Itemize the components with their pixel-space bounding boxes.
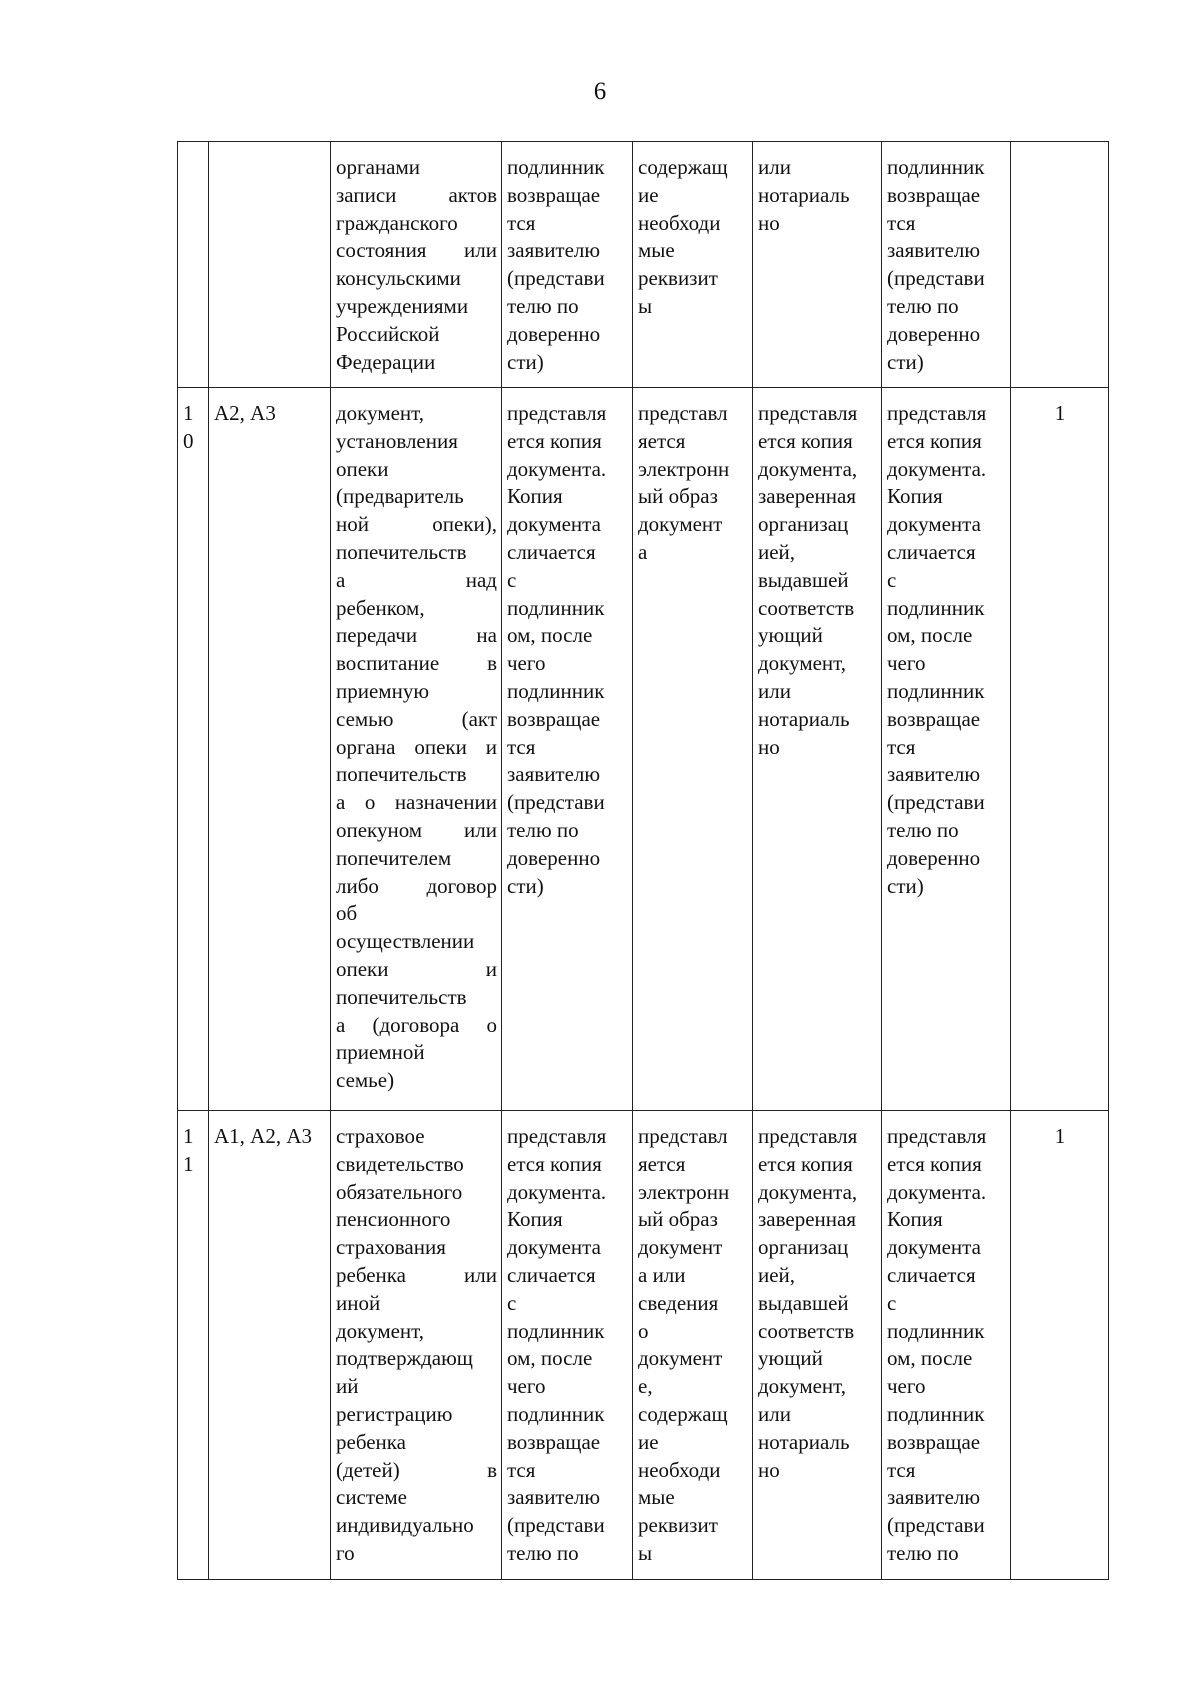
cell-text-line: сти): [507, 873, 544, 898]
cell-text-line: семье): [336, 1068, 395, 1093]
cell-text-line: Федерации: [336, 349, 436, 374]
cell-text-line: с: [507, 567, 517, 592]
cell-text-line: заверенная: [758, 484, 857, 509]
cell-text-line: страхования: [336, 1235, 446, 1260]
cell-text-line: подлинник: [507, 155, 605, 179]
cell-text-line: но: [758, 734, 780, 759]
cell-text-line: Копия: [507, 1207, 563, 1232]
cell-text-line: страховое: [336, 1124, 425, 1148]
cell-text-line: регистрацию: [336, 1401, 453, 1426]
table-row: [178, 142, 1109, 388]
row-number-cell: [178, 142, 209, 388]
cell-text-line: но: [758, 210, 780, 235]
cell-text-line: ие: [638, 1429, 659, 1454]
cell-text-line: ы: [638, 293, 653, 318]
cell-text-line: документа.: [887, 1179, 987, 1204]
cell-text-line: доверенно: [887, 845, 981, 870]
submission-by-mail-cell: [753, 142, 882, 388]
cell-text-line: заявителю: [887, 238, 981, 263]
cell-text-line: яется: [638, 428, 686, 453]
cell-text-line: мые: [638, 238, 675, 263]
cell-text-line: мые: [638, 1485, 675, 1510]
cell-text-line: передачи на: [336, 623, 497, 648]
cell-text-line: подлинник: [887, 1318, 985, 1343]
cell-text-line: об: [336, 901, 358, 926]
cell-text-line: документа: [887, 1235, 981, 1260]
cell-text-line: сличается: [507, 539, 596, 564]
cell-text-line: содержащ: [638, 155, 728, 179]
cell-text: 1: [1054, 1124, 1066, 1148]
cell-text-line: тся: [887, 734, 916, 759]
cell-text-line: ией,: [758, 539, 796, 564]
cell-text-line: возвращае: [507, 182, 601, 207]
submission-in-person-cell: [502, 142, 633, 388]
cell-text-line: подтверждающ: [336, 1346, 473, 1371]
page-number: 6: [593, 78, 607, 105]
submission-mfc-cell: [882, 142, 1011, 388]
cell-text-line: заявителю: [887, 762, 981, 787]
cell-text-line: необходи: [638, 1457, 721, 1482]
cell-text-line: подлинник: [887, 155, 985, 179]
cell-text-line: подлинник: [507, 1401, 605, 1426]
applicant-codes-cell: [209, 142, 331, 388]
cell-text-line: документа: [887, 512, 981, 537]
cell-text-line: (представи: [887, 790, 985, 815]
cell-text-line: документа: [507, 512, 601, 537]
copies-count-cell: [1011, 388, 1109, 1111]
cell-text-line: попечительств: [336, 539, 467, 564]
copies-count-cell: [1011, 1111, 1109, 1580]
cell-text-line: семью (акт: [336, 706, 497, 731]
submission-by-mail-cell: [753, 1111, 882, 1580]
cell-text-line: а или: [638, 1262, 686, 1287]
cell-text-line: индивидуально: [336, 1513, 474, 1538]
cell-text-line: возвращае: [507, 706, 601, 731]
cell-text-line: попечительств: [336, 762, 467, 787]
cell-text: А1, А2, А3: [214, 1124, 312, 1148]
cell-text-line: представля: [507, 401, 607, 425]
cell-text-line: документ: [638, 1346, 723, 1371]
cell-text-line: ый образ: [638, 484, 718, 509]
cell-text-line: (представи: [887, 1513, 985, 1538]
cell-text-line: приемной: [336, 1040, 425, 1065]
cell-text-line: ы: [638, 1540, 653, 1565]
cell-text-line: ом, после: [887, 623, 973, 648]
cell-text-line: телю по: [507, 1540, 579, 1565]
cell-text-line: или: [758, 678, 791, 703]
document-name-cell: [331, 1111, 502, 1580]
cell-text-line: чего: [507, 1374, 546, 1399]
cell-text-line: ом, после: [507, 1346, 593, 1371]
cell-text-line: ребенка: [336, 1429, 406, 1454]
cell-text-line: выдавшей: [758, 1290, 849, 1315]
cell-text-line: электронн: [638, 456, 730, 481]
cell-text-line: телю по: [887, 1540, 959, 1565]
cell-text-line: ется копия: [507, 1151, 602, 1176]
submission-in-person-cell: [502, 1111, 633, 1580]
cell-text-line: документ,: [336, 401, 425, 425]
cell-text-line: документ,: [758, 651, 847, 676]
cell-text-line: выдавшей: [758, 567, 849, 592]
cell-text-line: реквизит: [638, 1513, 718, 1538]
cell-text-line: нотариаль: [758, 1429, 850, 1454]
cell-text-line: свидетельство: [336, 1151, 464, 1176]
cell-text-line: электронн: [638, 1179, 730, 1204]
cell-text-line: установления: [336, 428, 458, 453]
applicant-codes-cell: [209, 1111, 331, 1580]
cell-text-line: ый образ: [638, 1207, 718, 1232]
cell-text-line: нотариаль: [758, 706, 850, 731]
cell-text-line: 1: [183, 401, 194, 425]
submission-electronic-cell: [633, 388, 753, 1111]
cell-text-line: возвращае: [887, 706, 981, 731]
cell-text-line: соответств: [758, 1318, 855, 1343]
cell-text-line: документа.: [887, 456, 987, 481]
cell-text-line: го: [336, 1540, 355, 1565]
cell-text-line: организац: [758, 512, 849, 537]
cell-text-line: иной: [336, 1290, 381, 1315]
cell-text-line: представля: [758, 1124, 858, 1148]
cell-text-line: ие: [638, 182, 659, 207]
cell-text-line: подлинник: [507, 595, 605, 620]
cell-text-line: тся: [507, 210, 536, 235]
cell-text-line: доверенно: [507, 845, 601, 870]
cell-text-line: 1: [183, 1124, 194, 1148]
cell-text-line: представля: [887, 1124, 987, 1148]
cell-text-line: ом, после: [887, 1346, 973, 1371]
cell-text-line: с: [887, 567, 897, 592]
cell-text-line: опеки: [336, 456, 389, 481]
document-name-cell: [331, 142, 502, 388]
cell-text-line: доверенно: [887, 321, 981, 346]
cell-text-line: чего: [887, 651, 926, 676]
cell-text-line: нотариаль: [758, 182, 850, 207]
cell-text-line: чего: [887, 1374, 926, 1399]
table-row: [178, 1111, 1109, 1580]
cell-text-line: Российской: [336, 321, 440, 346]
cell-text-line: возвращае: [887, 182, 981, 207]
cell-text-line: возвращае: [887, 1429, 981, 1454]
cell-text-line: сти): [887, 873, 924, 898]
cell-text-line: сличается: [887, 539, 976, 564]
cell-text-line: чего: [507, 651, 546, 676]
cell-text-line: органами: [336, 155, 421, 179]
cell-text-line: (представи: [507, 790, 605, 815]
cell-text: 1: [1054, 401, 1066, 425]
cell-text-line: подлинник: [887, 595, 985, 620]
cell-text-line: 1: [183, 1151, 194, 1176]
cell-text-line: соответств: [758, 595, 855, 620]
cell-text-line: (представи: [887, 266, 985, 291]
cell-text-line: с: [507, 1290, 517, 1315]
cell-text-line: е,: [638, 1374, 653, 1399]
cell-text-line: приемную: [336, 678, 430, 703]
cell-text-line: а: [638, 539, 648, 564]
cell-text-line: документ,: [758, 1374, 847, 1399]
submission-in-person-cell: [502, 388, 633, 1111]
cell-text-line: или: [758, 155, 791, 179]
submission-electronic-cell: [633, 142, 753, 388]
cell-text-line: подлинник: [507, 1318, 605, 1343]
cell-text-line: но: [758, 1457, 780, 1482]
cell-text-line: тся: [887, 1457, 916, 1482]
cell-text-line: воспитание в: [336, 651, 497, 676]
cell-text-line: документ,: [336, 1318, 425, 1343]
cell-text: А2, А3: [214, 401, 276, 425]
cell-text-line: ий: [336, 1374, 359, 1399]
cell-text-line: заявителю: [507, 1485, 601, 1510]
cell-text-line: возвращае: [507, 1429, 601, 1454]
cell-text-line: документа: [507, 1235, 601, 1260]
cell-text-line: сти): [507, 349, 544, 374]
cell-text-line: гражданского: [336, 210, 458, 235]
cell-text-line: подлинник: [507, 678, 605, 703]
cell-text-line: заверенная: [758, 1207, 857, 1232]
cell-text-line: телю по: [887, 817, 959, 842]
submission-mfc-cell: [882, 388, 1011, 1111]
cell-text-line: опеки и: [336, 956, 497, 981]
cell-text-line: попечительств: [336, 984, 467, 1009]
cell-text-line: или: [758, 1401, 791, 1426]
cell-text-line: попечителем: [336, 845, 452, 870]
cell-text-line: записи актов: [336, 182, 497, 207]
cell-text-line: учреждениями: [336, 293, 469, 318]
cell-text-line: ется копия: [758, 1151, 853, 1176]
cell-text-line: сличается: [507, 1262, 596, 1287]
cell-text-line: Копия: [507, 484, 563, 509]
copies-count-cell: [1011, 142, 1109, 388]
cell-text-line: необходи: [638, 210, 721, 235]
cell-text-line: документа.: [507, 1179, 607, 1204]
cell-text-line: Копия: [887, 484, 943, 509]
cell-text-line: а (договора о: [336, 1012, 497, 1037]
cell-text-line: а о назначении: [336, 790, 497, 815]
cell-text-line: телю по: [507, 293, 579, 318]
cell-text-line: ется копия: [887, 428, 982, 453]
cell-text-line: тся: [507, 734, 536, 759]
cell-text-line: 0: [183, 428, 194, 453]
cell-text-line: ребенком,: [336, 595, 425, 620]
cell-text-line: ется копия: [507, 428, 602, 453]
cell-text-line: обязательного: [336, 1179, 463, 1204]
cell-text-line: телю по: [887, 293, 959, 318]
cell-text-line: консульскими: [336, 266, 461, 291]
cell-text-line: ется копия: [758, 428, 853, 453]
cell-text-line: системе: [336, 1485, 407, 1510]
cell-text-line: подлинник: [887, 1401, 985, 1426]
table-row: [178, 388, 1109, 1111]
cell-text-line: ребенка или: [336, 1262, 497, 1287]
row-number-cell: [178, 1111, 209, 1580]
cell-text-line: ующий: [758, 623, 823, 648]
cell-text-line: тся: [507, 1457, 536, 1482]
cell-text-line: представл: [638, 1124, 728, 1148]
cell-text-line: пенсионного: [336, 1207, 451, 1232]
cell-text-line: состояния или: [336, 238, 497, 263]
cell-text-line: подлинник: [887, 678, 985, 703]
documents-table: [177, 141, 1109, 1580]
cell-text-line: заявителю: [507, 762, 601, 787]
cell-text-line: документа,: [758, 1179, 858, 1204]
cell-text-line: документ: [638, 1235, 723, 1260]
cell-text-line: яется: [638, 1151, 686, 1176]
row-number-cell: [178, 388, 209, 1111]
cell-text-line: документ: [638, 512, 723, 537]
cell-text-line: сличается: [887, 1262, 976, 1287]
cell-text-line: либо договор: [336, 873, 497, 898]
cell-text-line: телю по: [507, 817, 579, 842]
cell-text-line: документа.: [507, 456, 607, 481]
submission-mfc-cell: [882, 1111, 1011, 1580]
cell-text-line: представля: [507, 1124, 607, 1148]
cell-text-line: доверенно: [507, 321, 601, 346]
applicant-codes-cell: [209, 388, 331, 1111]
cell-text-line: тся: [887, 210, 916, 235]
cell-text-line: органа опеки и: [336, 734, 497, 759]
cell-text-line: (предваритель: [336, 484, 464, 509]
cell-text-line: ом, после: [507, 623, 593, 648]
cell-text-line: (детей) в: [336, 1457, 497, 1482]
cell-text-line: заявителю: [507, 238, 601, 263]
submission-by-mail-cell: [753, 388, 882, 1111]
cell-text-line: о: [638, 1318, 649, 1343]
cell-text-line: осуществлении: [336, 929, 475, 954]
cell-text-line: ией,: [758, 1262, 796, 1287]
cell-text-line: заявителю: [887, 1485, 981, 1510]
cell-text-line: с: [887, 1290, 897, 1315]
cell-text-line: Копия: [887, 1207, 943, 1232]
cell-text-line: содержащ: [638, 1401, 728, 1426]
cell-text-line: организац: [758, 1235, 849, 1260]
submission-electronic-cell: [633, 1111, 753, 1580]
cell-text-line: а над: [336, 567, 497, 592]
cell-text-line: (представи: [507, 266, 605, 291]
cell-text-line: ующий: [758, 1346, 823, 1371]
cell-text-line: ется копия: [887, 1151, 982, 1176]
cell-text-line: представл: [638, 401, 728, 425]
cell-text-line: ной опеки),: [336, 512, 497, 537]
cell-text-line: представля: [758, 401, 858, 425]
cell-text-line: сведения: [638, 1290, 719, 1315]
cell-text-line: сти): [887, 349, 924, 374]
document-name-cell: [331, 388, 502, 1111]
cell-text-line: (представи: [507, 1513, 605, 1538]
cell-text-line: представля: [887, 401, 987, 425]
cell-text-line: документа,: [758, 456, 858, 481]
cell-text-line: опекуном или: [336, 817, 497, 842]
cell-text-line: реквизит: [638, 266, 718, 291]
